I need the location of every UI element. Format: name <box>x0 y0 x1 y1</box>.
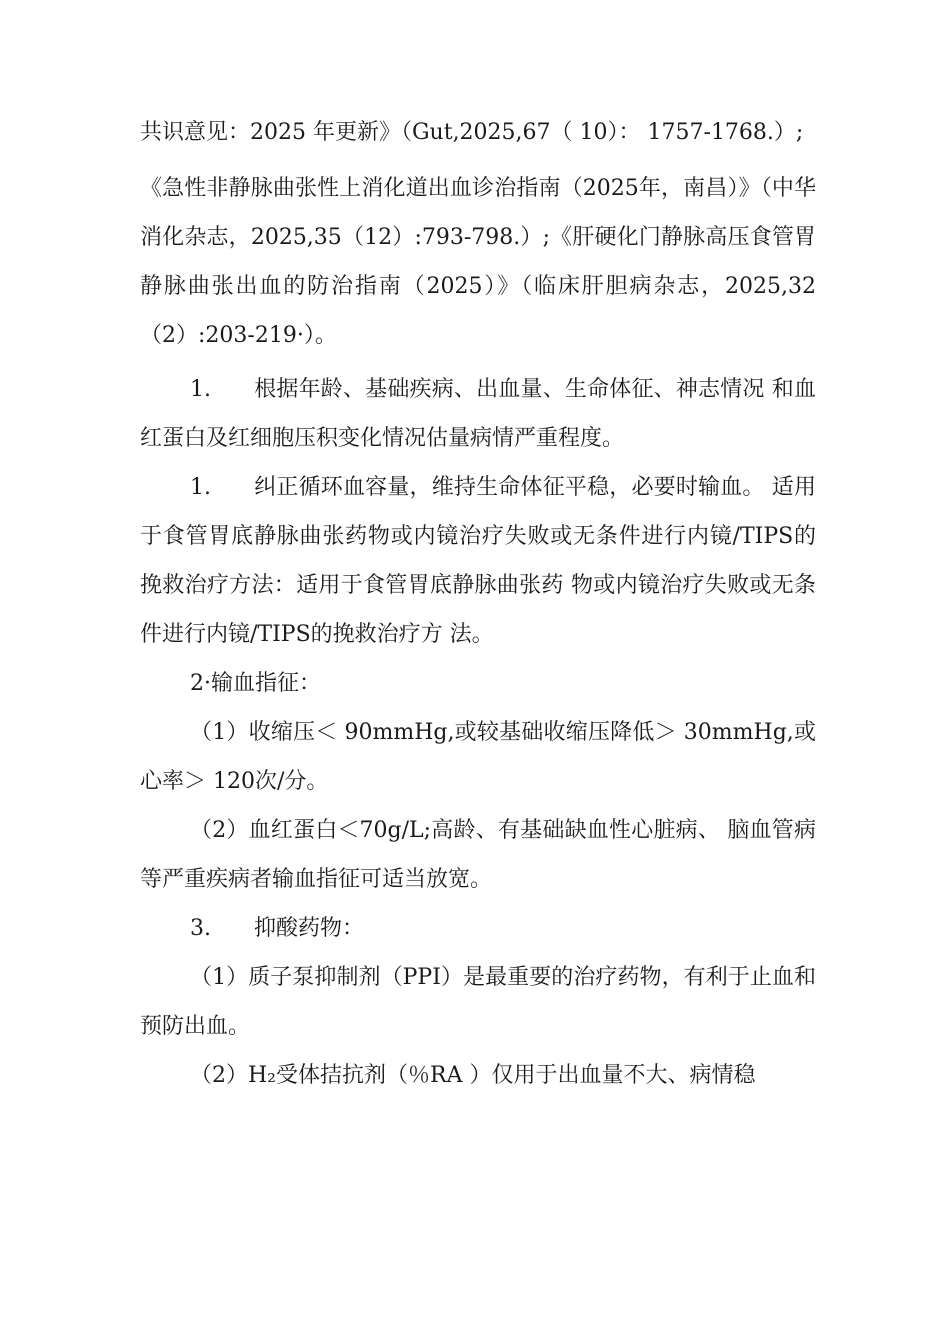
section-acid-suppression-heading <box>140 904 816 953</box>
item-number: 1. <box>190 377 211 402</box>
transfusion-criterion-1: （1）收缩压＜ 90mmHg,或较基础收缩压降低＞ 30mmHg,或心率＞ 120次/分。 <box>140 720 816 794</box>
item-assess-severity <box>140 365 816 463</box>
item-correct-volume <box>140 463 816 659</box>
transfusion-criterion-2: （2）血红蛋白＜70g/L;高龄、有基础缺血性心脏病、 脑血管病等严重疾病者输血指征可适当放宽。 <box>140 818 816 892</box>
item-number: 1. <box>190 475 211 500</box>
item-text: 根据年龄、基础疾病、出血量、生命体征、神志情况 和血红蛋白及红细胞压积变化情况估量病情严重程度。 <box>140 377 816 451</box>
item-number: 3. <box>190 916 211 941</box>
acid-drug-h2ra: （2）H₂受体拮抗剂（％RA ）仅用于出血量不大、病情稳 <box>190 1063 756 1088</box>
item-text: 纠正循环血容量，维持生命体征平稳，必要时输血。 适用于食管胃底静脉曲张药物或内镜治疗失败或无条件进行内镜/TIPS的挽救治疗方法：适用于食管胃底静脉曲张药 物或内镜治疗失败或无条件进行内镜/TIPS的挽救治疗方 法。 <box>140 475 816 647</box>
reference-paragraph-1: 共识意见：2025 年更新》（Gut,2025,67（ 10）： 1757-1768.）; <box>140 120 804 145</box>
reference-paragraph-2: 《急性非静脉曲张性上消化道出血诊治指南（2025年，南昌）》（中华消化杂志，2025,35（12）:793-798.）;《肝硬化门静脉高压食管胃静脉曲张出血的防治指南（2025）》（临床肝胆病杂志，2025,32（2）:203-219·）。 <box>140 176 816 348</box>
item-text: 抑酸药物： <box>254 916 365 941</box>
document-page <box>140 108 816 1100</box>
acid-drug-ppi: （1）质子泵抑制剂（PPI）是最重要的治疗药物，有利于止血和预防出血。 <box>140 965 816 1039</box>
section-transfusion-heading: 2·输血指征： <box>190 671 321 696</box>
